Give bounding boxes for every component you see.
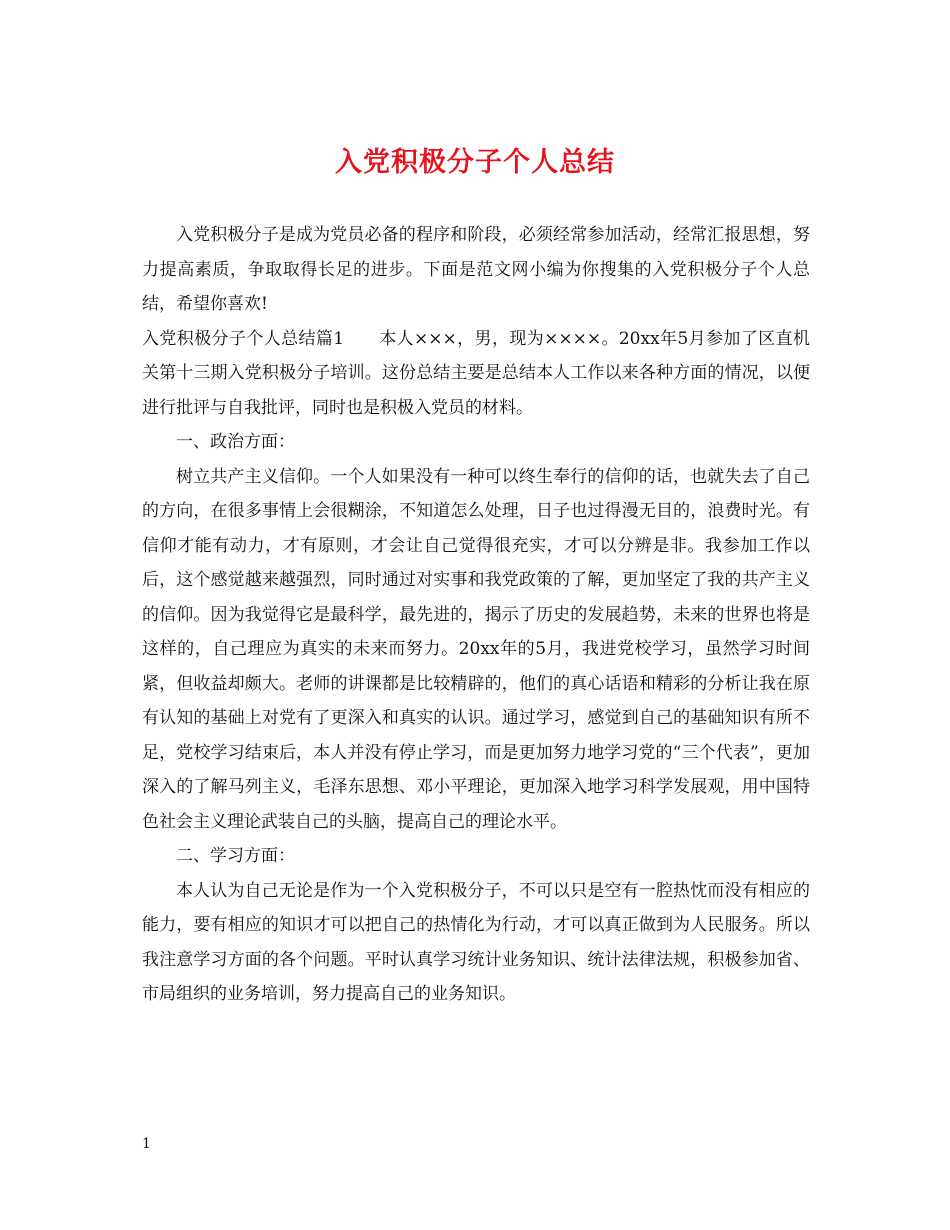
section-heading-politics: 一、政治方面：	[176, 432, 295, 452]
paragraph-part1-opening: 入党积极分子个人总结篇1 本人×××，男，现为××××。20xx年5月参加了区直机关第十三期入党积极分子培训。这份总结主要是总结本人工作以来各种方面的情况，以便进行批评与自我批评，同时也是积极入党员的材料。	[142, 328, 810, 418]
section-heading-study: 二、学习方面：	[176, 846, 295, 866]
paragraph-intro: 入党积极分子是成为党员必备的程序和阶段，必须经常参加活动，经常汇报思想，努力提高素质，争取取得长足的进步。下面是范文网小编为你搜集的入党积极分子个人总结，希望你喜欢!	[142, 225, 810, 314]
page-number: 1	[142, 1136, 151, 1152]
document-title: 入党积极分子个人总结	[335, 147, 615, 178]
paragraph-politics: 树立共产主义信仰。一个人如果没有一种可以终生奉行的信仰的话，也就失去了自己的方向，在很多事情上会很糊涂，不知道怎么处理，日子也过得漫无目的，浪费时光。有信仰才能有动力，才有原则，才会让自己觉得很充实，才可以分辨是非。我参加工作以后，这个感觉越来越强烈，同时通过对实事和我党政策的了解，更加坚定了我的共产主义的信仰。因为我觉得它是最科学，最先进的，揭示了历史的发展趋势，未来的世界也将是这样的，自己理应为真实的未来而努力。20xx年的5月，我进党校学习，虽然学习时间紧，但收益却颇大。老师的讲课都是比较精辟的，他们的真心话语和精彩的分析让我在原有认知的基础上对党有了更深入和真实的认识。通过学习，感觉到自己的基础知识有所不足，党校学习结束后，本人并没有停止学习，而是更加努力地学习党的“三个代表”，更加深入的了解马列主义，毛泽东思想、邓小平理论，更加深入地学习科学发展观，用中国特色社会主义理论武装自己的头脑，提高自己的理论水平。	[142, 466, 810, 832]
paragraph-study: 本人认为自己无论是作为一个入党积极分子，不可以只是空有一腔热忱而没有相应的能力，要有相应的知识才可以把自己的热情化为行动，才可以真正做到为人民服务。所以我注意学习方面的各个问题。平时认真学习统计业务知识、统计法律法规，积极参加省、市局组织的业务培训，努力提高自己的业务知识。	[142, 880, 810, 1004]
document-body	[142, 218, 810, 1012]
